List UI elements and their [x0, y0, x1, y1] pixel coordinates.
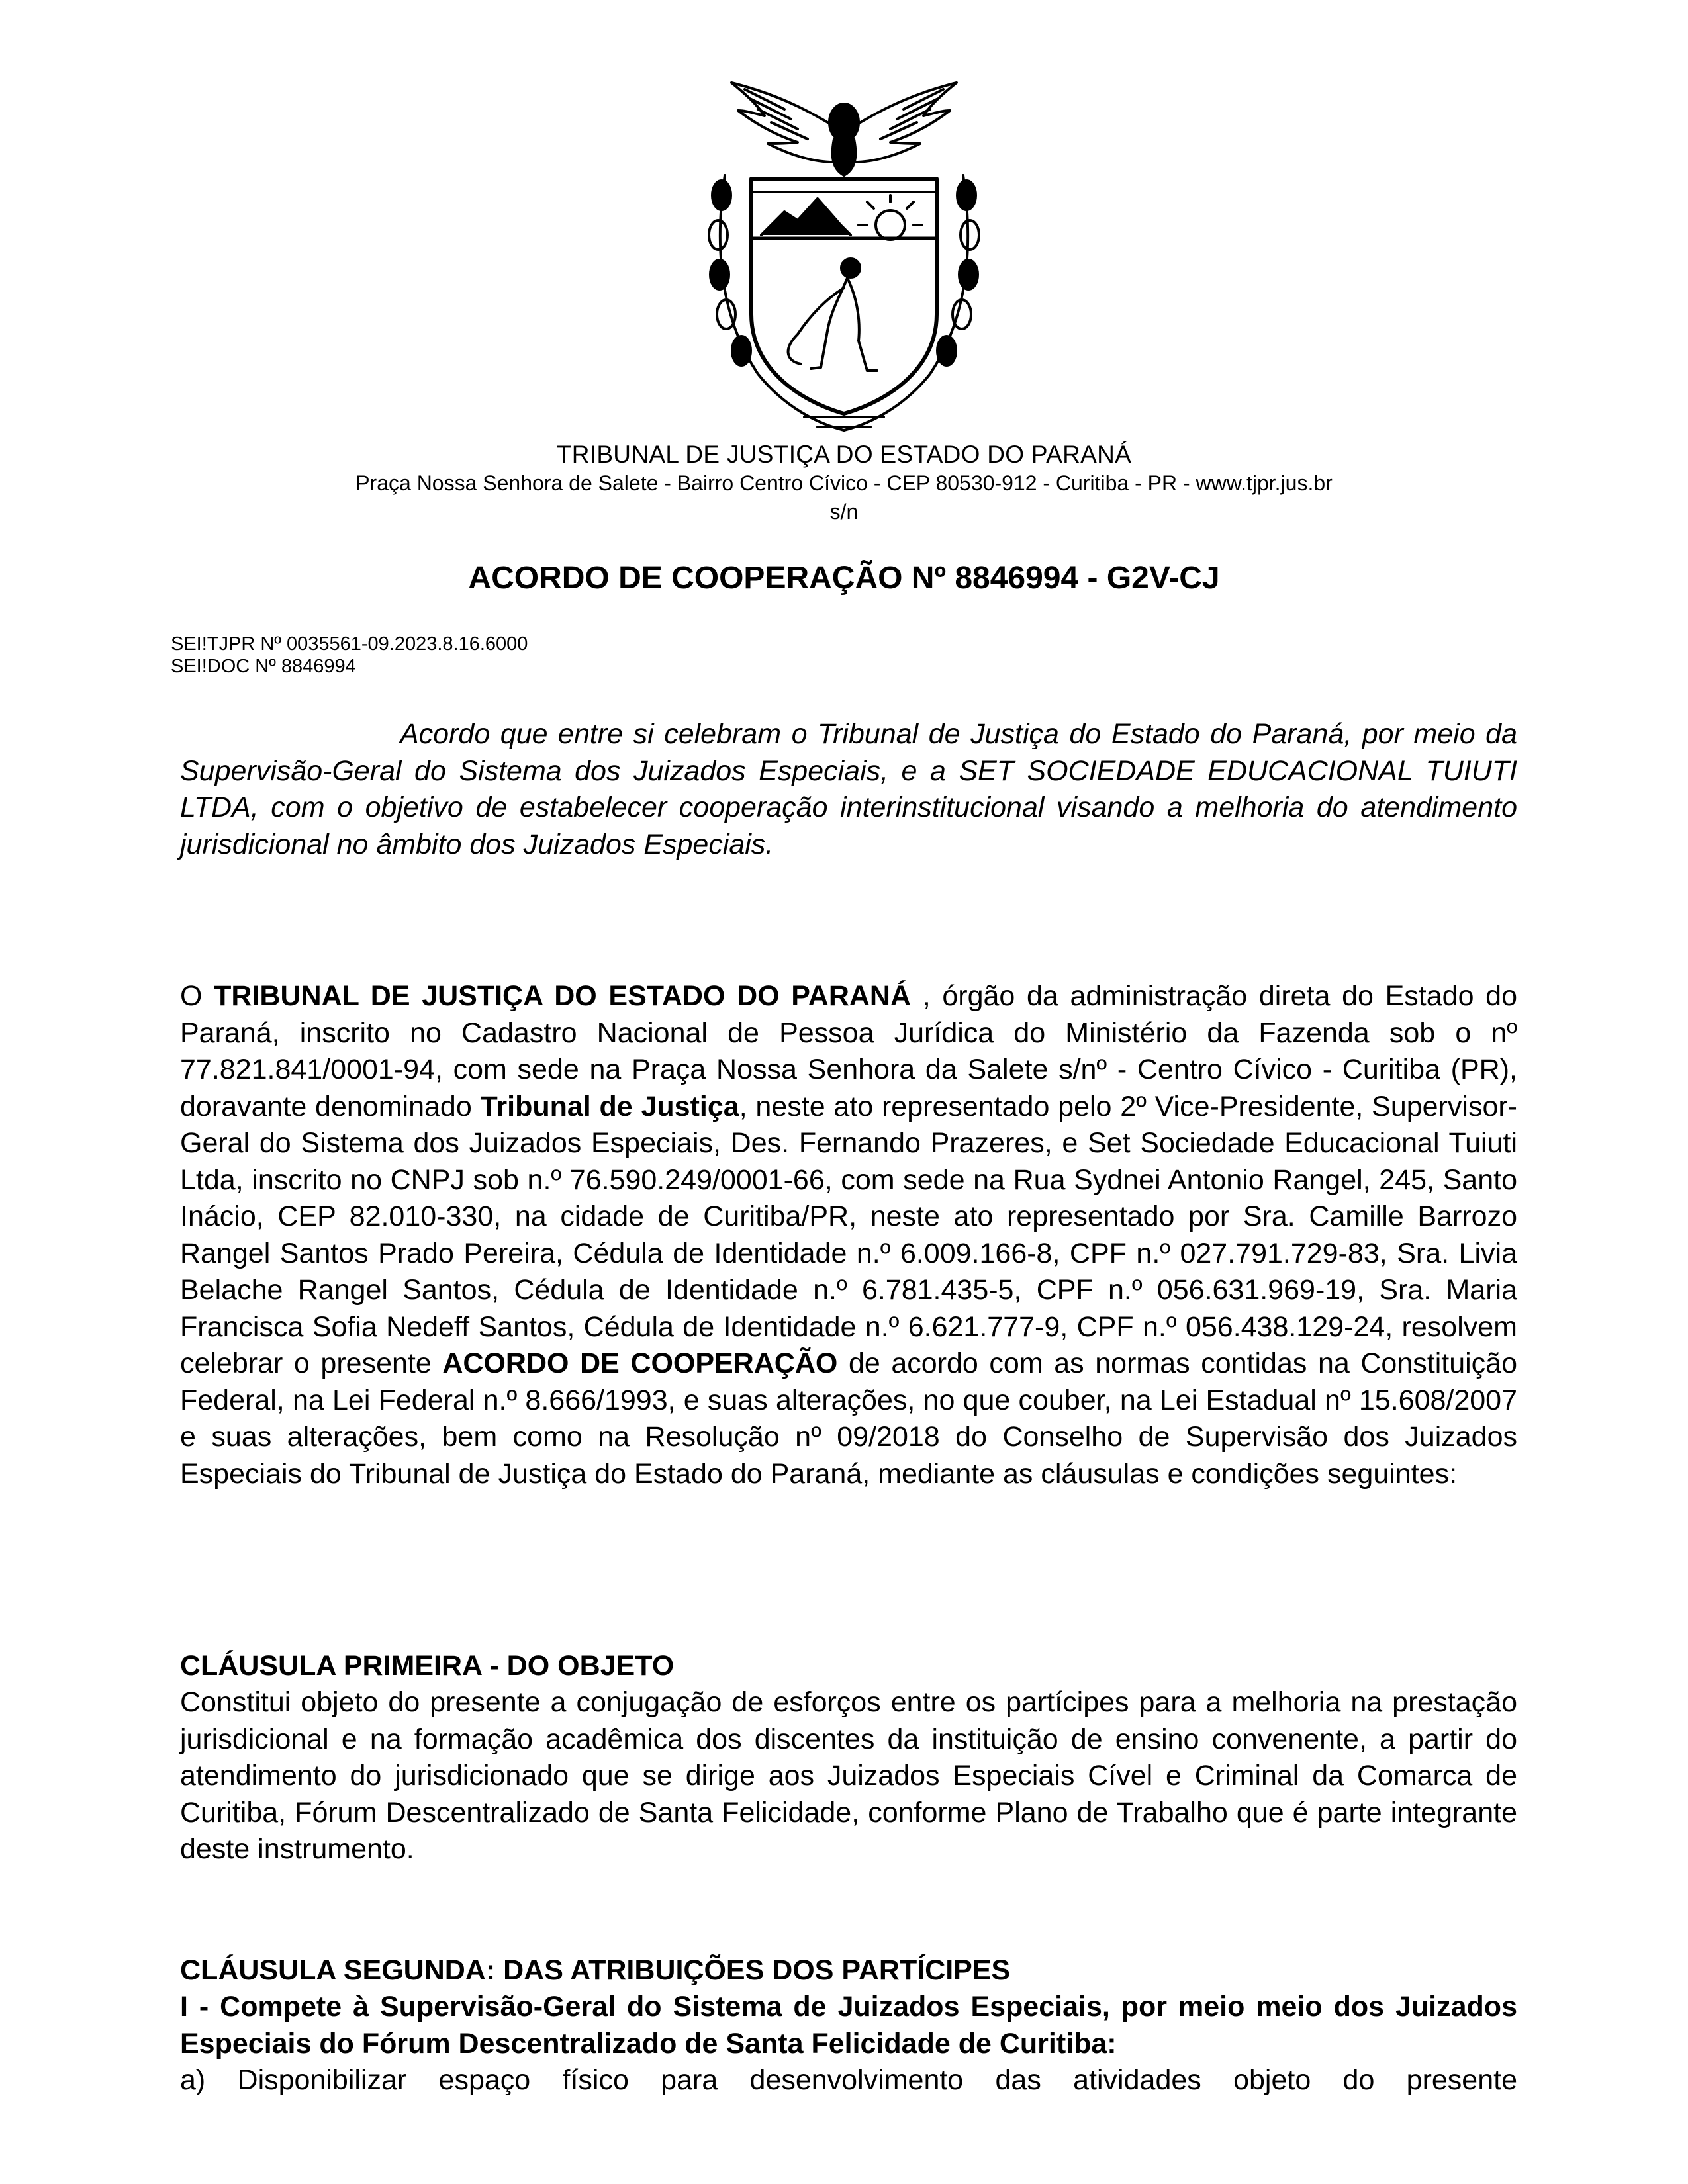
clause-2-title: CLÁUSULA SEGUNDA: DAS ATRIBUIÇÕES DOS PARTÍCIPES [180, 1954, 1011, 1986]
court-address: Praça Nossa Senhora de Salete - Bairro Centro Cívico - CEP 80530-912 - Curitiba - PR - www.tjpr.jus.br [355, 471, 1333, 495]
clause-1-text: Constitui objeto do presente a conjugação de esforços entre os partícipes para a melhoria na prestação jurisdicional e na formação acadêmica dos discentes da instituição de ensino convenente, a partir do atendimento do jurisdicionado que se dirige aos Juizados Especiais Cível e Criminal da Comarca de Curitiba, Fórum Descentralizado de Santa Felicidade, conforme Plano de Trabalho que é parte integrante deste instrumento. [180, 1686, 1517, 1865]
clause-2-subtitle: I - Compete à Supervisão-Geral do Sistema de Juizados Especiais, por meio meio dos Juizados Especiais do Fórum Descentralizado de Santa Felicidade de Curitiba: [180, 1991, 1517, 2060]
court-name: TRIBUNAL DE JUSTIÇA DO ESTADO DO PARANÁ [556, 441, 1132, 468]
preamble-court-name: TRIBUNAL DE JUSTIÇA DO ESTADO DO PARANÁ [214, 980, 912, 1012]
preamble-text-3: , neste ato representado pelo 2º Vice-Presidente, Supervisor-Geral do Sistema dos Juizados Especiais, Des. Fernando Prazeres, e Set Sociedade Educacional Tuiuti Ltda, inscrito no CNPJ sob n.º 76.590.249/0001-66, com sede na Rua Sydnei Antonio Rangel, 245, Santo Inácio, CEP 82.010-330, na cidade de Curitiba/PR, neste ato representado por Sra. Camille Barrozo Rangel Santos Prado Pereira, Cédula de Identidade n.º 6.009.166-8, CPF n.º 027.791.729-83, Sra. Livia Belache Rangel Santos, Cédula de Identidade n.º 6.781.435-5, CPF n.º 056.631.969-19, Sra. Maria Francisca Sofia Nedeff Santos, Cédula de Identidade n.º 6.621.777-9, CPF n.º 056.438.129-24, resolvem celebrar o presente [180, 1090, 1517, 1379]
court-address-number: s/n [829, 500, 859, 523]
preamble-text-1: O [180, 980, 214, 1012]
agreement-summary: Acordo que entre si celebram o Tribunal de Justiça do Estado do Paraná, por meio da Supervisão-Geral do Sistema dos Juizados Especiais, e a SET SOCIEDADE EDUCACIONAL TUIUTI LTDA, com o objetivo de estabelecer cooperação interinstitucional visando a melhoria do atendimento jurisdicional no âmbito dos Juizados Especiais. [180, 718, 1517, 860]
clause-2-item-a: a) Disponibilizar espaço físico para desenvolvimento das atividades objeto do presente [180, 2064, 1517, 2096]
preamble-agreement-name: ACORDO DE COOPERAÇÃO [442, 1347, 838, 1379]
document-title: ACORDO DE COOPERAÇÃO Nº 8846994 - G2V-CJ [468, 561, 1220, 596]
clause-1-title: CLÁUSULA PRIMEIRA - DO OBJETO [180, 1650, 675, 1682]
preamble-text-4: de acordo com as normas contidas na Constituição Federal, na Lei Federal n.º 8.666/1993, e suas alterações, no que couber, na Lei Estadual nº 15.608/2007 e suas alterações, bem como na Resolução nº 09/2018 do Conselho de Supervisão dos Juizados Especiais do Tribunal de Justiça do Estado do Paraná, mediante as cláusulas e condições seguintes: [180, 1347, 1517, 1490]
parana-coat-of-arms-icon [685, 69, 1003, 440]
preamble-text-2: , órgão da administração direta do Estado do Paraná, inscrito no Cadastro Nacional de Pessoa Jurídica do Ministério da Fazenda sob o nº 77.821.841/0001-94, com sede na Praça Nossa Senhora da Salete s/nº - Centro Cívico - Curitiba (PR), doravante denominado [180, 980, 1518, 1122]
preamble-paragraph [180, 978, 1517, 1492]
sei-process-number: SEI!TJPR Nº 0035561-09.2023.8.16.6000 [171, 633, 528, 655]
preamble-court-alias: Tribunal de Justiça [480, 1090, 739, 1122]
sei-document-number: SEI!DOC Nº 8846994 [171, 656, 356, 677]
